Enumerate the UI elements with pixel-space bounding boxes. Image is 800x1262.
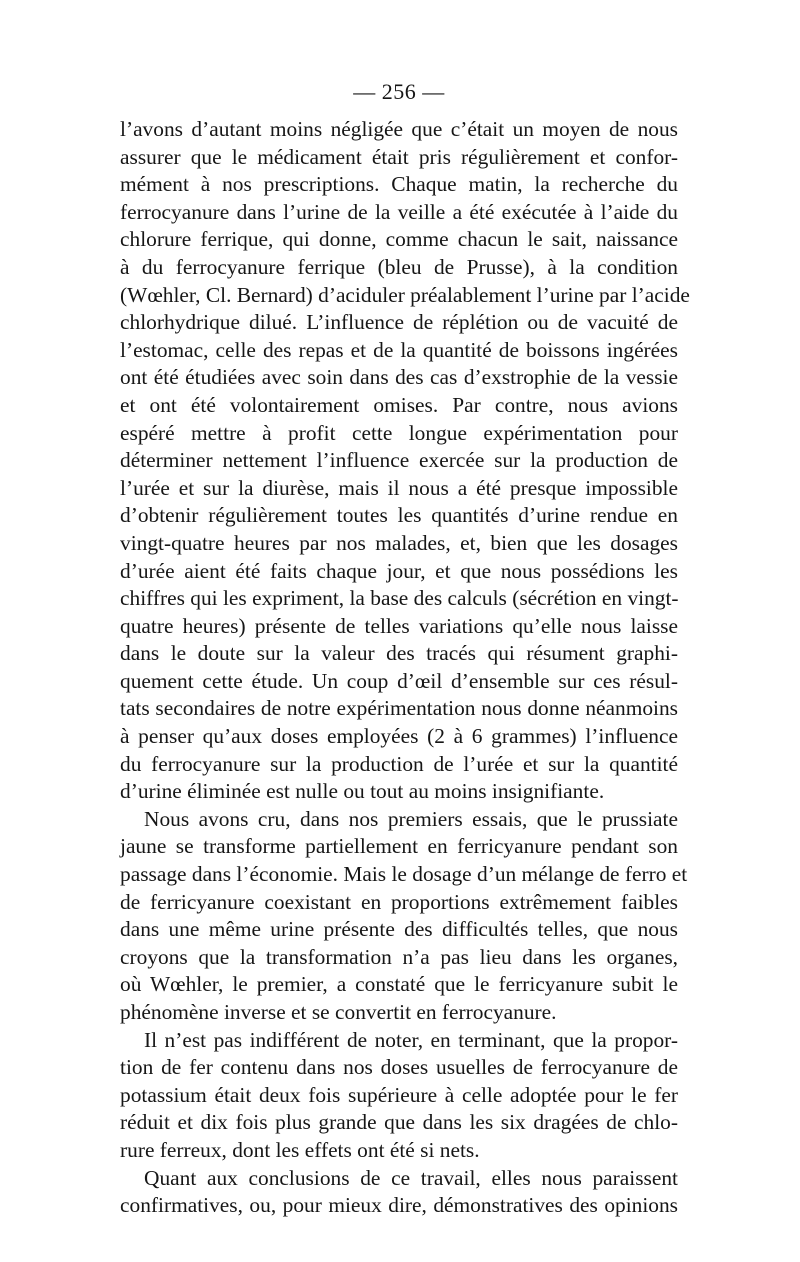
text-line: Il n’est pas indifférent de noter, en terminant, que la propor- — [144, 1027, 678, 1052]
paragraph-2 — [120, 806, 688, 1027]
text-line: tats secondaires de notre expérimentation nous donne néanmoins — [120, 696, 678, 721]
text-line: à du ferrocyanure ferrique (bleu de Prusse), à la condition — [120, 254, 678, 279]
text-line: chlorhydrique dilué. L’influence de réplétion ou de vacuité de — [120, 310, 678, 335]
text-line: d’urine éliminée est nulle ou tout au moins insignifiante. — [120, 779, 605, 804]
text-line: assurer que le médicament était pris régulièrement et confor- — [120, 144, 678, 169]
paragraph-3 — [120, 1027, 678, 1165]
text-line: chlorure ferrique, qui donne, comme chacun le sait, naissance — [120, 227, 678, 252]
text-line: quement cette étude. Un coup d’œil d’ensemble sur ces résul- — [120, 668, 678, 693]
paragraph-1 — [120, 116, 690, 806]
text-line: potassium était deux fois supérieure à celle adoptée pour le fer — [120, 1082, 678, 1107]
text-line: l’urée et sur la diurèse, mais il nous a été presque impossible — [120, 475, 678, 500]
text-line: chiffres qui les expriment, la base des calculs (sécrétion en vingt- — [120, 586, 679, 611]
text-line: ferrocyanure dans l’urine de la veille a été exécutée à l’aide du — [120, 199, 678, 224]
text-line: déterminer nettement l’influence exercée sur la production de — [120, 448, 678, 473]
document-page — [120, 78, 690, 1220]
text-line: jaune se transforme partiellement en ferricyanure pendant son — [120, 834, 678, 859]
text-line: du ferrocyanure sur la production de l’urée et sur la quantité — [120, 751, 678, 776]
text-line: à penser qu’aux doses employées (2 à 6 grammes) l’influence — [120, 724, 678, 749]
text-line: passage dans l’économie. Mais le dosage d’un mélange de ferro et — [120, 862, 688, 887]
text-line: mément à nos prescriptions. Chaque matin, la recherche du — [120, 172, 678, 197]
text-line: tion de fer contenu dans nos doses usuelles de ferrocyanure de — [120, 1055, 678, 1080]
text-line: Quant aux conclusions de ce travail, elles nous paraissent — [144, 1165, 678, 1190]
text-line: espéré mettre à profit cette longue expérimentation pour — [120, 420, 678, 445]
text-line: croyons que la transformation n’a pas lieu dans les organes, — [120, 944, 678, 969]
text-line: phénomène inverse et se convertit en ferrocyanure. — [120, 1000, 557, 1024]
text-line: d’obtenir régulièrement toutes les quantités d’urine rendue en — [120, 503, 678, 528]
text-line: l’estomac, celle des repas et de la quantité de boissons ingérées — [120, 337, 678, 362]
text-line: rure ferreux, dont les effets ont été si nets. — [120, 1137, 480, 1162]
text-line: vingt-quatre heures par nos malades, et, bien que les dosages — [120, 530, 678, 555]
paragraph-4 — [120, 1165, 678, 1220]
text-line: de ferricyanure coexistant en proportions extrêmement faibles — [120, 889, 678, 914]
text-line: ont été étudiées avec soin dans des cas d’exstrophie de la vessie — [120, 365, 678, 390]
text-line: l’avons d’autant moins négligée que c’était un moyen de nous — [120, 117, 678, 141]
text-line: (Wœhler, Cl. Bernard) d’aciduler préalablement l’urine par l’acide — [120, 282, 690, 307]
text-line: où Wœhler, le premier, a constaté que le ferricyanure subit le — [120, 972, 678, 997]
text-line: quatre heures) présente de telles variations qu’elle nous laisse — [120, 613, 678, 638]
page-number: — 256 — — [353, 79, 445, 104]
text-line: dans le doute sur la valeur des tracés qui résument graphi- — [120, 641, 678, 666]
text-line: et ont été volontairement omises. Par contre, nous avions — [120, 392, 678, 417]
text-line: d’urée aient été faits chaque jour, et que nous possédions les — [120, 558, 678, 583]
text-line: confirmatives, ou, pour mieux dire, démonstratives des opinions — [120, 1193, 678, 1218]
text-line: réduit et dix fois plus grande que dans les six dragées de chlo- — [120, 1110, 678, 1135]
text-line: Nous avons cru, dans nos premiers essais, que le prussiate — [144, 806, 678, 831]
text-line: dans une même urine présente des difficultés telles, que nous — [120, 917, 678, 942]
